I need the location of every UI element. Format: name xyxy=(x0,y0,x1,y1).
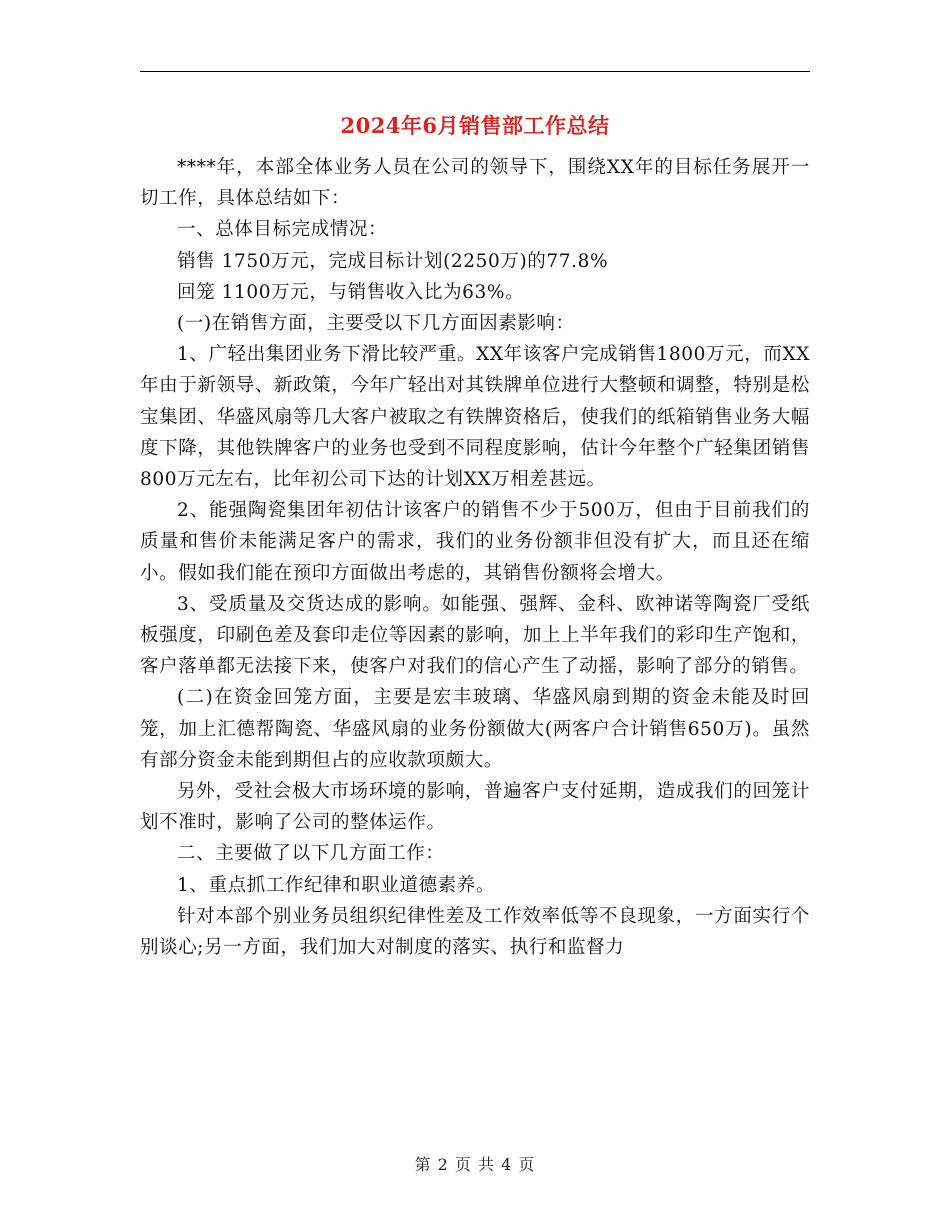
page-number-label: 第 2 页 共 4 页 xyxy=(414,1155,536,1174)
paragraph-discipline: 针对本部个别业务员组织纪律性差及工作效率低等不良现象，一方面实行个别谈心;另一方面，我们加大对制度的落实、执行和监督力 xyxy=(140,905,810,959)
paragraph-item-2: 2、能强陶瓷集团年初估计该客户的销售不少于500万，但由于目前我们的质量和售价未能满足客户的需求，我们的业务份额非但没有扩大，而且还在缩小。假如我们能在预印方面做出考虑的，其销售份额将会增大。 xyxy=(140,500,810,584)
paragraph-market-impact: 另外，受社会极大市场环境的影响，普遍客户支付延期，造成我们的回笼计划不准时，影响了公司的整体运作。 xyxy=(140,781,810,834)
document-title: 2024年6月销售部工作总结 xyxy=(340,113,610,138)
header-rule xyxy=(140,71,810,72)
document-body xyxy=(140,152,810,963)
intro-paragraph: ****年，本部全体业务人员在公司的领导下，围绕XX年的目标任务展开一切工作，具体总结如下： xyxy=(140,157,810,210)
subsection-heading-sales: (一)在销售方面，主要受以下几方面因素影响： xyxy=(177,313,575,335)
section-heading-overall: 一、总体目标完成情况： xyxy=(177,219,388,241)
work-item-1-heading: 1、重点抓工作纪律和职业道德素养。 xyxy=(177,874,495,896)
paragraph-item-1: 1、广轻出集团业务下滑比较严重。XX年该客户完成销售1800万元，而XX年由于新领导、新政策，今年广轻出对其铁牌单位进行大整顿和调整，特别是松宝集团、华盛风扇等几大客户被取之有铁牌资格后，使我们的纸箱销售业务大幅度下降，其他铁牌客户的业务也受到不同程度影响，估计今年整个广轻集团销售 800万元左右，比年初公司下达的计划XX万相差甚远。 xyxy=(140,344,810,491)
sales-figure-line: 销售 1750万元，完成目标计划(2250万)的77.8% xyxy=(177,250,609,272)
page-footer xyxy=(0,1154,950,1176)
collection-figure-line: 回笼 1100万元，与销售收入比为63%。 xyxy=(177,281,525,303)
subsection-heading-collection: (二)在资金回笼方面，主要是宏丰玻璃、华盛风扇到期的资金未能及时回笼，加上汇德帮陶瓷、华盛风扇的业务份额做大(两客户合计销售650万)。虽然有部分资金未能到期但占的应收款项颇大。 xyxy=(140,687,810,771)
paragraph-item-3: 3、受质量及交货达成的影响。如能强、强辉、金科、欧神诺等陶瓷厂受纸板强度，印刷色差及套印走位等因素的影响，加上上半年我们的彩印生产饱和，客户落单都无法接下来，使客户对我们的信心产生了动摇，影响了部分的销售。 xyxy=(140,593,810,678)
section-heading-work: 二、主要做了以下几方面工作： xyxy=(177,843,445,865)
